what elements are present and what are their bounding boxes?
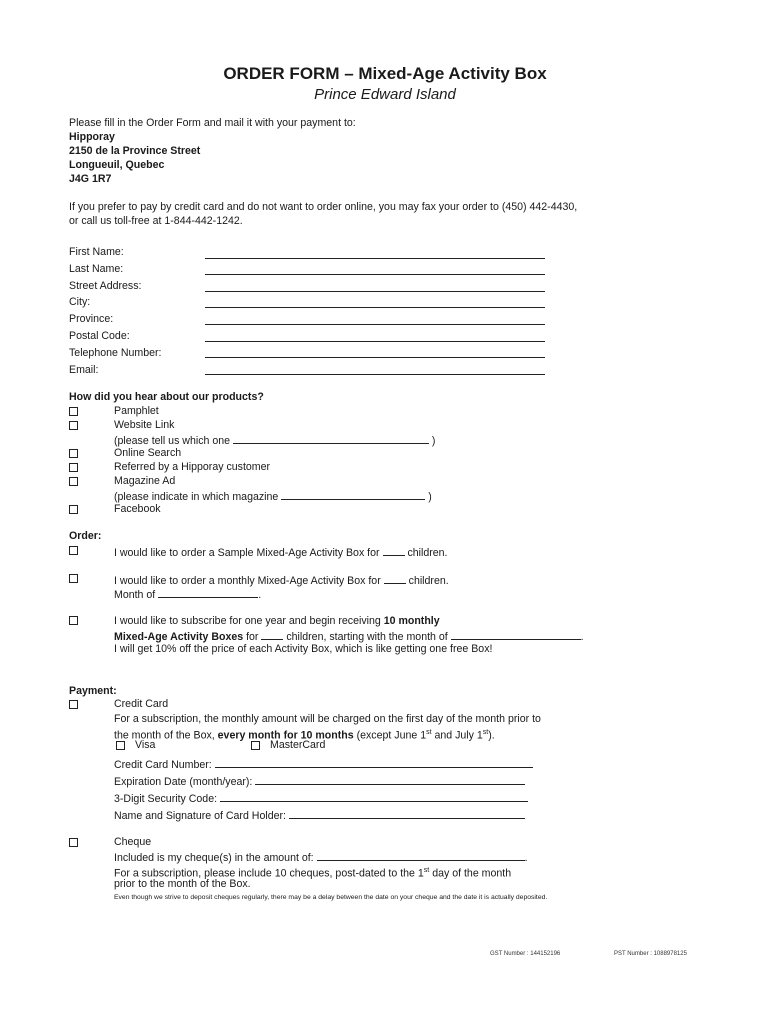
- referred-checkbox[interactable]: [69, 463, 78, 472]
- field-label: .: [524, 852, 528, 864]
- address-line: Longueuil, Quebec: [69, 159, 165, 171]
- superscript: st: [482, 729, 489, 736]
- fax-line: If you prefer to pay by credit card and do not want to order online, you may fax your order to (450) 442-4430,: [69, 201, 578, 213]
- postal-code-field[interactable]: [205, 341, 545, 342]
- order-text: for: [246, 631, 259, 643]
- order-text-bold: 10 monthly: [383, 615, 440, 627]
- credit-card-checkbox[interactable]: [69, 700, 78, 709]
- option-label: Magazine Ad: [114, 475, 176, 487]
- option-label: Website Link: [114, 419, 175, 431]
- superscript: st: [423, 867, 430, 874]
- facebook-checkbox[interactable]: [69, 505, 78, 514]
- note-text: (please indicate in which magazine: [114, 491, 279, 503]
- superscript: st: [426, 729, 432, 736]
- note-text: (except June 1: [356, 729, 427, 742]
- address-line: J4G 1R7: [69, 173, 112, 185]
- street-address-field[interactable]: [205, 291, 545, 292]
- order-text: children.: [408, 575, 449, 587]
- expiration-field[interactable]: [255, 774, 525, 785]
- security-code-line: [114, 791, 528, 807]
- order-heading: Order:: [69, 530, 102, 542]
- website-name-field[interactable]: [233, 433, 429, 444]
- note-text: (please tell us which one: [114, 435, 231, 447]
- subscription-checkbox[interactable]: [69, 616, 78, 625]
- magazine-checkbox[interactable]: [69, 477, 78, 486]
- option-label: Referred by a Hipporay customer: [114, 461, 271, 473]
- order-text: I would like to order a Sample Mixed-Age Activity Box for: [114, 547, 380, 559]
- sample-children-count-field[interactable]: [383, 545, 405, 556]
- note-text: day of the month: [432, 867, 512, 880]
- mail-intro: Please fill in the Order Form and mail it with your payment to:: [69, 117, 356, 129]
- field-label-province: Province:: [69, 313, 114, 325]
- order-text: children.: [407, 547, 448, 559]
- field-label: 3-Digit Security Code:: [114, 793, 218, 805]
- cheque-amount-field[interactable]: [317, 850, 525, 861]
- note-text: the month of the Box,: [114, 729, 215, 742]
- order-text: I would like to subscribe for one year and begin receiving: [114, 615, 381, 627]
- online-search-checkbox[interactable]: [69, 449, 78, 458]
- note-text: and July 1: [434, 729, 483, 742]
- order-text: Month of: [114, 589, 156, 601]
- gst-number: GST Number : 144152196: [490, 951, 561, 957]
- credit-note: For a subscription, the monthly amount will be charged on the first day of the month prior to: [114, 713, 541, 725]
- fax-line: or call us toll-free at 1-844-442-1242.: [69, 215, 243, 227]
- website-checkbox[interactable]: [69, 421, 78, 430]
- cheque-checkbox[interactable]: [69, 838, 78, 847]
- option-label: Pamphlet: [114, 405, 159, 417]
- note-text-bold: every month for 10 months: [217, 729, 354, 742]
- subscription-start-month-field[interactable]: [451, 629, 581, 640]
- discount-note: I will get 10% off the price of each Activity Box, which is like getting one free Box!: [114, 643, 493, 655]
- order-text-bold: Mixed-Age Activity Boxes: [114, 631, 244, 643]
- security-code-field[interactable]: [220, 791, 528, 802]
- field-label: Included is my cheque(s) in the amount of:: [114, 852, 314, 864]
- mastercard-checkbox[interactable]: [251, 741, 260, 750]
- field-label-last-name: Last Name:: [69, 263, 124, 275]
- cheque-disclaimer: Even though we strive to deposit cheques regularly, there may be a delay between the date on your cheque and the date it is actually deposited.: [114, 894, 548, 901]
- month-field[interactable]: [158, 587, 258, 598]
- field-label-street: Street Address:: [69, 280, 142, 292]
- sample-box-checkbox[interactable]: [69, 546, 78, 555]
- note-text: For a subscription, please include 10 cheques, post-dated to the 1: [114, 867, 424, 880]
- option-label: Facebook: [114, 503, 161, 515]
- city-field[interactable]: [205, 307, 545, 308]
- note-text: ): [431, 435, 436, 447]
- subscription-children-count-field[interactable]: [261, 629, 283, 640]
- order-text: .: [580, 631, 584, 643]
- card-holder-field[interactable]: [289, 808, 525, 819]
- telephone-field[interactable]: [205, 357, 545, 358]
- monthly-box-checkbox[interactable]: [69, 574, 78, 583]
- option-label: Online Search: [114, 447, 182, 459]
- field-label: Credit Card Number:: [114, 759, 212, 771]
- page-subtitle: Prince Edward Island: [314, 86, 456, 103]
- sample-order-line: [114, 545, 448, 561]
- magazine-name-field[interactable]: [281, 489, 425, 500]
- payment-option-label: Cheque: [114, 836, 152, 848]
- order-text: .: [258, 589, 262, 601]
- payment-option-label: Credit Card: [114, 698, 169, 710]
- subscription-line: [114, 615, 440, 629]
- pst-number: PST Number : 1088978125: [614, 951, 687, 957]
- field-label-city: City:: [69, 296, 91, 308]
- email-field[interactable]: [205, 374, 545, 375]
- first-name-field[interactable]: [205, 258, 545, 259]
- magazine-note: [114, 489, 432, 505]
- field-label: Name and Signature of Card Holder:: [114, 810, 286, 822]
- visa-checkbox[interactable]: [116, 741, 125, 750]
- field-label-email: Email:: [69, 364, 99, 376]
- month-of-line: [114, 587, 261, 603]
- card-type-label: Visa: [135, 739, 156, 751]
- field-label: Expiration Date (month/year):: [114, 776, 253, 788]
- order-text: children, starting with the month of: [286, 631, 448, 643]
- field-label-phone: Telephone Number:: [69, 347, 162, 359]
- card-holder-line: [114, 808, 525, 824]
- address-line: Hipporay: [69, 131, 115, 143]
- province-field[interactable]: [205, 324, 545, 325]
- expiration-line: [114, 774, 525, 790]
- field-label-first-name: First Name:: [69, 246, 124, 258]
- card-number-line: [114, 757, 533, 773]
- field-label-postal: Postal Code:: [69, 330, 130, 342]
- address-line: 2150 de la Province Street: [69, 145, 201, 157]
- pamphlet-checkbox[interactable]: [69, 407, 78, 416]
- note-text: ): [428, 491, 432, 503]
- last-name-field[interactable]: [205, 274, 545, 275]
- hear-heading: How did you hear about our products?: [69, 391, 264, 403]
- card-number-field[interactable]: [215, 757, 533, 768]
- page-title: ORDER FORM – Mixed-Age Activity Box: [223, 64, 547, 83]
- payment-heading: Payment:: [69, 685, 117, 697]
- note-text: ).: [488, 729, 495, 742]
- cheque-note: prior to the month of the Box.: [114, 878, 251, 890]
- order-text: I would like to order a monthly Mixed-Age Activity Box for: [114, 575, 381, 587]
- monthly-children-count-field[interactable]: [384, 573, 406, 584]
- card-type-label: MasterCard: [270, 739, 326, 751]
